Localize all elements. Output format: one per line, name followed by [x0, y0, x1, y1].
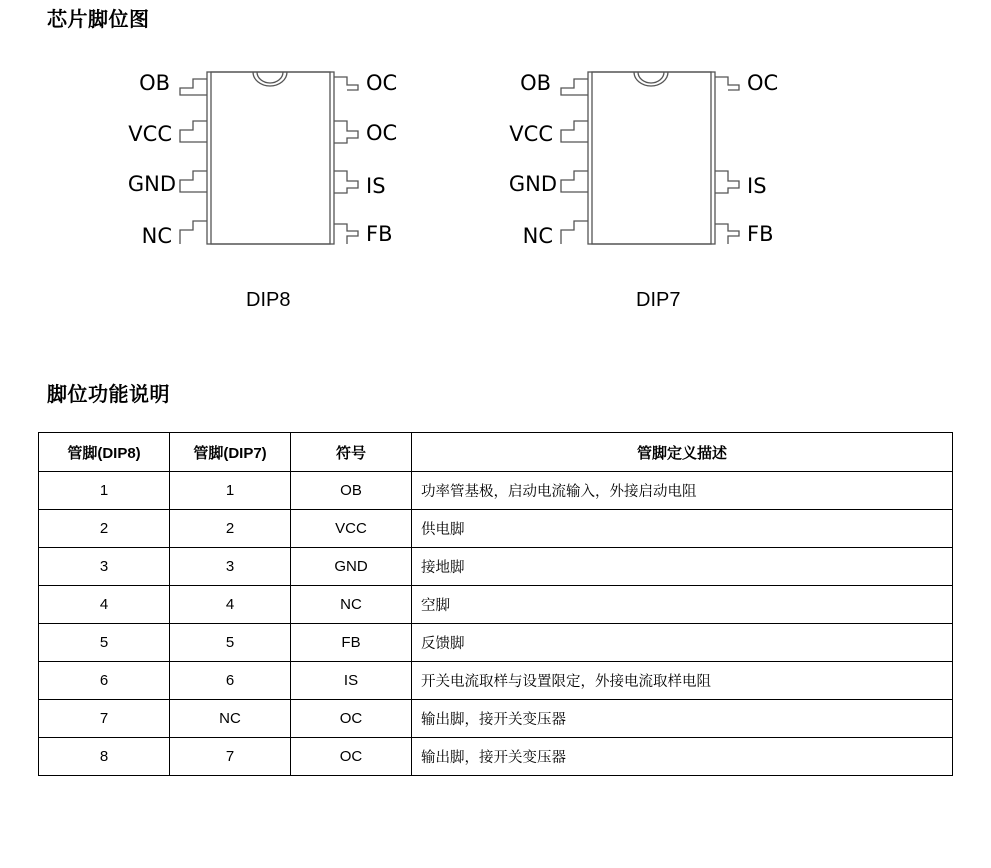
table-row	[39, 510, 953, 548]
cell-symbol: OC	[291, 700, 412, 738]
cell-dip7-pin: 6	[170, 662, 291, 700]
dip7-pin-label-oc-top: OC	[747, 71, 779, 95]
cell-dip7-pin: NC	[170, 700, 291, 738]
table-row	[39, 586, 953, 624]
dip8-pin-label-fb: FB	[366, 222, 393, 246]
cell-dip7-pin: 1	[170, 472, 291, 510]
cell-description: 反馈脚	[412, 624, 953, 662]
header-dip8-pin: 管脚(DIP8)	[39, 433, 170, 472]
dip8-pin-label-vcc: VCC	[128, 122, 172, 146]
dip7-pin-label-fb: FB	[747, 222, 774, 246]
dip8-right-pin-stubs	[334, 77, 358, 244]
pin-function-table	[38, 432, 953, 776]
dip8-pin-label-oc-top: OC	[366, 71, 398, 95]
cell-symbol: NC	[291, 586, 412, 624]
cell-symbol: OB	[291, 472, 412, 510]
cell-symbol: FB	[291, 624, 412, 662]
header-description: 管脚定义描述	[412, 433, 953, 472]
cell-symbol: IS	[291, 662, 412, 700]
pinout-section-title: 芯片脚位图	[47, 7, 150, 31]
dip7-chip-body	[588, 72, 715, 244]
cell-dip8-pin: 7	[39, 700, 170, 738]
dip7-package-label: DIP7	[636, 289, 681, 311]
dip8-chip-body	[207, 72, 334, 244]
dip8-pin-label-nc: NC	[141, 224, 172, 248]
table-row	[39, 662, 953, 700]
dip8-pin-label-gnd: GND	[127, 172, 176, 196]
table-header-row	[39, 433, 953, 472]
cell-description: 空脚	[412, 586, 953, 624]
header-symbol: 符号	[291, 433, 412, 472]
cell-description: 供电脚	[412, 510, 953, 548]
cell-description: 功率管基极，启动电流输入，外接启动电阻	[412, 472, 953, 510]
cell-dip7-pin: 2	[170, 510, 291, 548]
cell-symbol: VCC	[291, 510, 412, 548]
dip7-pin-label-is: IS	[747, 174, 767, 198]
table-row	[39, 472, 953, 510]
cell-description: 接地脚	[412, 548, 953, 586]
cell-dip8-pin: 2	[39, 510, 170, 548]
dip8-pin-label-oc-2: OC	[366, 121, 398, 145]
cell-dip7-pin: 7	[170, 738, 291, 776]
cell-dip7-pin: 3	[170, 548, 291, 586]
cell-dip8-pin: 8	[39, 738, 170, 776]
dip7-pin-label-nc: NC	[522, 224, 553, 248]
dip7-pin-label-vcc: VCC	[509, 122, 553, 146]
cell-dip8-pin: 4	[39, 586, 170, 624]
dip8-left-pin-stubs	[180, 79, 207, 244]
pin-function-section-title: 脚位功能说明	[47, 382, 170, 406]
dip8-package-label: DIP8	[246, 289, 291, 311]
header-dip7-pin: 管脚(DIP7)	[170, 433, 291, 472]
table-row	[39, 624, 953, 662]
table-row	[39, 738, 953, 776]
cell-dip7-pin: 5	[170, 624, 291, 662]
dip7-left-pin-stubs	[561, 79, 588, 244]
cell-description: 开关电流取样与设置限定，外接电流取样电阻	[412, 662, 953, 700]
cell-symbol: OC	[291, 738, 412, 776]
chip-pinout-diagram	[0, 52, 991, 262]
dip7-right-pin-stubs	[715, 77, 739, 244]
cell-dip7-pin: 4	[170, 586, 291, 624]
dip8-pin-label-ob: OB	[139, 71, 170, 95]
cell-dip8-pin: 1	[39, 472, 170, 510]
cell-dip8-pin: 3	[39, 548, 170, 586]
table-row	[39, 548, 953, 586]
cell-dip8-pin: 5	[39, 624, 170, 662]
table-row	[39, 700, 953, 738]
dip8-pin-label-is: IS	[366, 174, 386, 198]
cell-description: 输出脚，接开关变压器	[412, 700, 953, 738]
cell-dip8-pin: 6	[39, 662, 170, 700]
cell-symbol: GND	[291, 548, 412, 586]
cell-description: 输出脚，接开关变压器	[412, 738, 953, 776]
dip7-pin-label-gnd: GND	[508, 172, 557, 196]
dip7-pin-label-ob: OB	[520, 71, 551, 95]
